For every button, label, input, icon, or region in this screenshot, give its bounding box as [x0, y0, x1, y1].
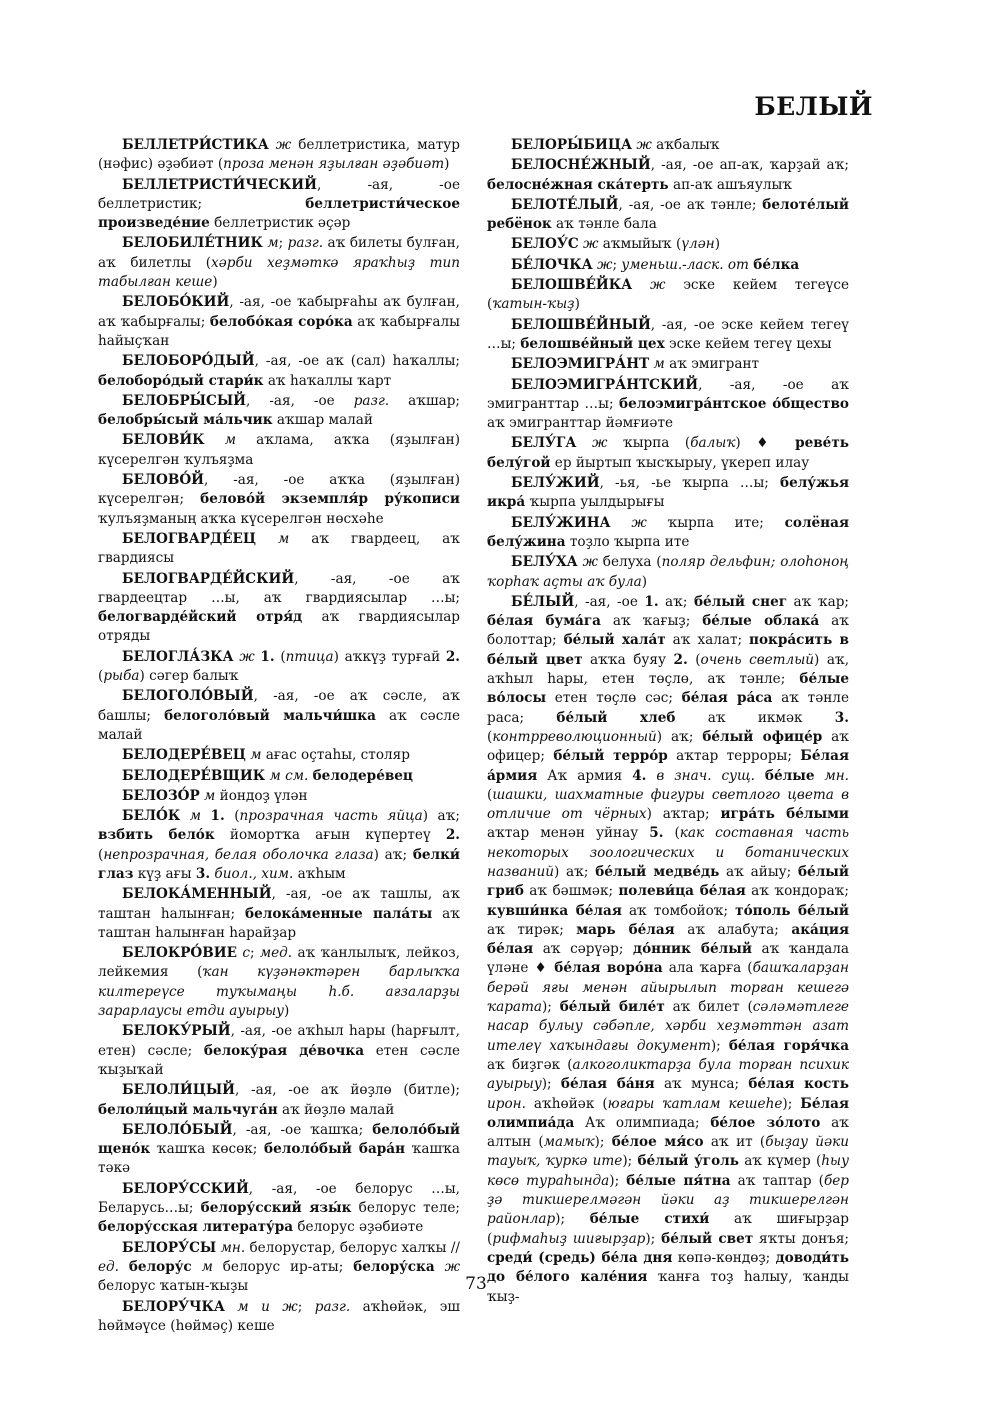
dictionary-entry: БЕЛОСНЕ́ЖНЫЙ, -ая, -ое ап-аҡ, ҡарҙай аҡ; белосне́жная ска́терть ап-аҡ ашъяулыҡ: [487, 157, 849, 193]
dictionary-entry: БЕЛОГОЛО́ВЫЙ, -ая, -ое аҡ сәсле, аҡ башлы; белоголо́вый мальчи́шка аҡ сәсле малай: [98, 688, 460, 743]
dictionary-entry: БЕЛОЭМИГРА́НТ м аҡ эмигрант: [511, 356, 760, 373]
dictionary-entry: БЕЛОБОРО́ДЫЙ, -ая, -ое аҡ (сал) һаҡаллы; белоборо́дый стари́к аҡ һаҡаллы ҡарт: [98, 353, 460, 389]
dictionary-entry: БЕЛОБО́КИЙ, -ая, -ое ҡабырғаһы аҡ булған, аҡ ҡабырғалы; белобо́кая соро́ка аҡ ҡабырғалы һайыҫҡан: [98, 294, 460, 349]
dictionary-entry: БЕЛОЗО́Р м йондоҙ үлән: [122, 787, 308, 804]
dictionary-entry: БЕЛОКРО́ВИЕ с; мед. аҡ ҡанлылыҡ, лейкоз, лейкемия (ҡан күҙәнәктәрен барлыҡҡа килтереүсе туҡымаңы һ.б. ағзаларҙы зарарлаусы етди ауырыу): [98, 945, 461, 1020]
dictionary-entry: БЕЛЛЕТРИСТИ́ЧЕСКИЙ, -ая, -ое беллетристик; беллетристи́ческое произведе́ние беллетристик әҫәр: [98, 176, 460, 232]
dictionary-entry: БЕЛОГВАРДЕ́ЕЦ м аҡ гвардеец, аҡ гвардиясы: [98, 530, 461, 567]
dictionary-entry: БЕЛОРЫ́БИЦА ж аҡбалыҡ: [511, 137, 720, 153]
dictionary-entry: БЕЛУ́ЖИЙ, -ья, -ье ҡырпа …ы; белу́жья икра́ ҡырпа уылдырығы: [487, 475, 849, 511]
dictionary-entry: БЕЛУ́ЖИНА ж ҡырпа ите; солёная белу́жина тоҙло ҡырпа ите: [487, 514, 849, 550]
dictionary-entry: БЕЛУ́ХА ж белуха (поляр дельфин; олоһоноң ҡорһаҡ аҫты аҡ була): [487, 554, 849, 590]
dictionary-entry: БЕЛОГЛА́ЗКА ж 1. (птица) аҡкүҙ турғай 2. (рыба) сәгер балыҡ: [98, 648, 461, 685]
running-header: БЕЛЫЙ: [754, 92, 873, 121]
dictionary-entry: БЕЛОРУ́СЫ мн. белорустар, белорус халҡы // ед. белору́с м белорус ир-аты; белору́ска ж белорус ҡатын-ҡыҙы: [98, 1239, 461, 1295]
right-column: [487, 136, 849, 1308]
dictionary-entry: БЕЛОШВЕ́ЙНЫЙ, -ая, -ое эске кейем тегеү …ы; белошве́йный цех эске кейем тегеү цехы: [487, 316, 849, 352]
dictionary-entry: БЕЛОКУ́РЫЙ, -ая, -ое аҡһыл һары (һарғылт, етен) сәсле; белоку́рая де́вочка етен сәсле ҡыҙыҡай: [98, 1023, 460, 1078]
dictionary-entry: БЕЛОВИ́К м аҡлама, аҡҡа (яҙылған) күсерелгән ҡулъяҙма: [98, 432, 460, 468]
dictionary-entry: БЕЛУ́ГА ж ҡырпа (балыҡ) ♦ реве́ть белу́гой ер йыртып ҡысҡырыу, үкереп илау: [487, 435, 849, 471]
dictionary-entry: БЕЛОЭМИГРА́НТСКИЙ, -ая, -ое аҡ эмигранттар …ы; белоэмигра́нтское о́бщество аҡ эмигранттар йәмғиәте: [487, 376, 849, 432]
dictionary-entry: БЕЛО́К м 1. (прозрачная часть яйца) аҡ; взбить бело́к йомортҡа ағын күпертеү 2. (непрозрачная, белая оболочка глаза) аҡ; белки́ глаз күҙ ағы 3. биол., хим. аҡһым: [98, 808, 461, 882]
dictionary-entry: БЕЛОУ́С ж аҡмыйыҡ (үлән): [511, 236, 721, 253]
dictionary-entry: БЕ́ЛОЧКА ж; уменьш.-ласк. от бе́лка: [511, 256, 800, 273]
dictionary-entry: БЕЛОБИЛЕ́ТНИК м; разг. аҡ билеты булған, аҡ билетлы (хәрби хеҙмәткә яраҡһыҙ тип табылған кеше): [98, 235, 460, 291]
dictionary-entry: БЕ́ЛЫЙ, -ая, -ое 1. аҡ; бе́лый снег аҡ ҡар; бе́лая бума́га аҡ ҡағыҙ; бе́лые облака́ аҡ болоттар; бе́лый хала́т аҡ халат; покра́сить в бе́лый цвет аҡҡа буяу 2. (очень светлый) аҡ, аҡһыл һары, етен төҫлө, аҡ тәнле; бе́лые во́лосы етен төҫлө сәс; бе́лая ра́са аҡ тәнле раса; бе́лый хлеб аҡ икмәк 3. (контрреволюционный) аҡ; бе́лый офице́р аҡ офицер; бе́лый терро́р аҡтар терроры; Бе́лая а́рмия Аҡ армия 4. в знач. сущ. бе́лые мн. (шашки, шахматные фигуры светлого цвета в отличие от чёрных) аҡтар; игра́ть бе́лыми аҡтар менән уйнау 5. (как составная часть некоторых зоологических и ботанических названий) аҡ; бе́лый медве́дь аҡ айыу; бе́лый гриб аҡ бәшмәк; полеви́ца бе́лая аҡ ҡондораҡ; кувши́нка бе́лая аҡ томбойоҡ; то́поль бе́лый аҡ тирәк; марь бе́лая аҡ алабута; ака́ция бе́лая аҡ сәрүәр; до́нник бе́лый аҡ ҡандала үләне ♦ бе́лая воро́на ала ҡарға (башҡаларҙан берәй яғы менән айырылып торған кешегә ҡарата); бе́лый биле́т аҡ билет (сәләмәтлеге насар булыу сәбәпле, хәрби хеҙмәттән азат ителеү хаҡындағы документ); бе́лая горя́чка аҡ биҙгәк (алкоголиктарҙа була торған психик ауырыу); бе́лая ба́ня аҡ мунса; бе́лая кость ирон. аҡһөйәк (юғары ҡатлам кешеһе); Бе́лая олимпиа́да Аҡ олимпиада; бе́лое зо́лото аҡ алтын (мамыҡ); бе́лое мя́со аҡ ит (быҙау йәки тауыҡ, ҡуркә ите); бе́лый у́голь аҡ күмер (һыу көсө тураһында); бе́лые пя́тна аҡ таптар (бер ҙә тикшерелмәгән йәки аҙ тикшерелгән районлар); бе́лые стихи́ аҡ шиғырҙар (рифмаһыҙ шиғырҙар); бе́лый свет яҡты донъя; среди́ (средь) бе́ла дня көпә-көндөҙ; доводи́ть до бе́лого кале́ния ҡанға тоҙ һалыу, ҡанды ҡыҙ-: [487, 593, 850, 1305]
dictionary-entry: БЕЛОГВАРДЕ́ЙСКИЙ, -ая, -ое аҡ гвардеецтар …ы, аҡ гвардиясылар …ы; белогварде́йский отря́д аҡ гвардиясылар отряды: [98, 570, 461, 645]
page-number: 73: [465, 1274, 487, 1294]
dictionary-entry: БЕЛОШВЕ́ЙКА ж эске кейем тегеүсе (ҡатын-ҡыҙ): [487, 277, 849, 313]
dictionary-entry: БЕЛОДЕРЕ́ВЩИК м см. белодере́вец: [122, 767, 413, 784]
dictionary-entry: БЕЛОРУ́ССКИЙ, -ая, -ое белорус …ы, Беларусь…ы; белору́сский язы́к белорус теле; белору́сская литерату́ра белорус әҙәбиәте: [98, 1180, 460, 1236]
dictionary-entry: БЕЛОБРЫ́СЫЙ, -ая, -ое разг. аҡшар; белобры́сый ма́льчик аҡшар малай: [98, 392, 460, 429]
dictionary-entry: БЕЛОЛИ́ЦЫЙ, -ая, -ое аҡ йөҙлө (битле); белоли́цый мальчуга́н аҡ йөҙлө малай: [98, 1082, 460, 1118]
dictionary-entry: БЕЛОВО́Й, -ая, -ое аҡҡа (яҙылған) күсерелгән; белово́й экземпля́р ру́кописи ҡулъяҙманың аҡҡа күсерелгән нөсхәһе: [98, 472, 460, 527]
dictionary-entry: БЕЛОКА́МЕННЫЙ, -ая, -ое аҡ ташлы, аҡ таштан һалынған; белока́менные пала́ты аҡ таштан һалынған һарайҙар: [98, 886, 460, 941]
dictionary-entry: БЕЛЛЕТРИ́СТИКА ж беллетристика, матур (нәфис) әҙәбиәт (проза менән яҙылған әҙәбиәт): [98, 137, 461, 173]
dictionary-entry: БЕЛОРУ́ЧКА м и ж; разг. аҡһөйәк, эш һөймәүсе (һөймәҫ) кеше: [98, 1298, 460, 1334]
dictionary-entry: БЕЛОДЕРЕ́ВЕЦ м ағас оҫтаһы, столяр: [122, 747, 410, 764]
dictionary-entry: БЕЛОЛО́БЫЙ, -ая, -ое ҡашҡа; белоло́бый щено́к ҡашҡа көсөк; белоло́бый бара́н ҡашҡа тәкә: [98, 1121, 461, 1177]
dictionary-entry: БЕЛОТЕ́ЛЫЙ, -ая, -ое аҡ тәнле; белоте́лый ребёнок аҡ тәнле бала: [487, 196, 849, 233]
left-column: [98, 136, 460, 1337]
